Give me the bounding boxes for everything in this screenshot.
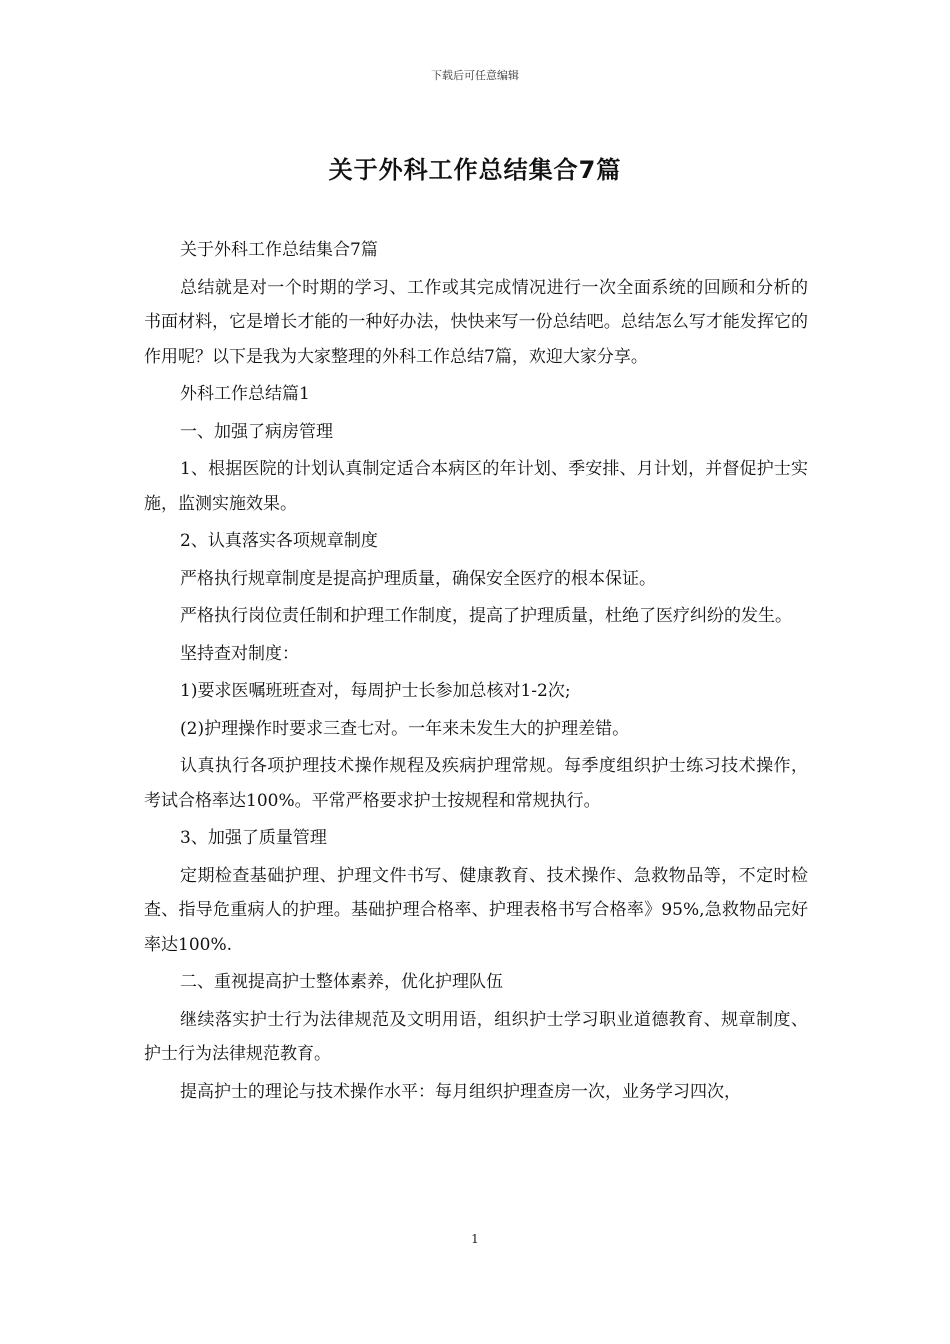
paragraph: 总结就是对一个时期的学习、工作或其完成情况进行一次全面系统的回顾和分析的书面材料，它是增长才能的一种好办法，快快来写一份总结吧。总结怎么写才能发挥它的作用呢？以下是我为大家整理的外科工作总结7篇，欢迎大家分享。: [144, 277, 808, 367]
paragraph: 定期检查基础护理、护理文件书写、健康教育、技术操作、急救物品等，不定时检查、指导危重病人的护理。基础护理合格率、护理表格书写合格率》95%,急救物品完好率达100%.: [144, 865, 808, 955]
paragraph: 3、加强了质量管理: [180, 828, 327, 848]
paragraph: 二、重视提高护士整体素养，优化护理队伍: [180, 972, 503, 992]
paragraph: 坚持查对制度：: [180, 643, 299, 664]
document-title: 关于外科工作总结集合7篇: [328, 156, 622, 184]
paragraph: 一、加强了病房管理: [180, 421, 333, 442]
paragraph: 2、认真落实各项规章制度: [180, 531, 378, 551]
paragraph: 继续落实护士行为法律规范及文明用语，组织护士学习职业道德教育、规章制度、护士行为法律规范教育。: [144, 1009, 808, 1064]
paragraph: 关于外科工作总结集合7篇: [180, 240, 378, 260]
paragraph: 1)要求医嘱班班查对，每周护士长参加总核对1-2次;: [180, 681, 571, 701]
paragraph: 提高护士的理论与技术操作水平：每月组织护理查房一次，业务学习四次，: [180, 1081, 741, 1102]
paragraph: (2)护理操作时要求三查七对。一年来未发生大的护理差错。: [180, 718, 630, 739]
page-header-note: 下载后可任意编辑: [431, 69, 519, 82]
paragraph: 严格执行岗位责任制和护理工作制度，提高了护理质量，杜绝了医疗纠纷的发生。: [180, 606, 792, 626]
paragraph: 认真执行各项护理技术操作规程及疾病护理常规。每季度组织护士练习技术操作，考试合格率达100%。平常严格要求护士按规程和常规执行。: [144, 756, 808, 811]
document-body: [144, 233, 808, 1112]
paragraph: 严格执行规章制度是提高护理质量，确保安全医疗的根本保证。: [180, 568, 656, 589]
page-number: 1: [471, 1232, 479, 1246]
paragraph: 1、根据医院的计划认真制定适合本病区的年计划、季安排、月计划，并督促护士实施，监测实施效果。: [144, 459, 808, 514]
paragraph: 外科工作总结篇1: [180, 384, 310, 404]
